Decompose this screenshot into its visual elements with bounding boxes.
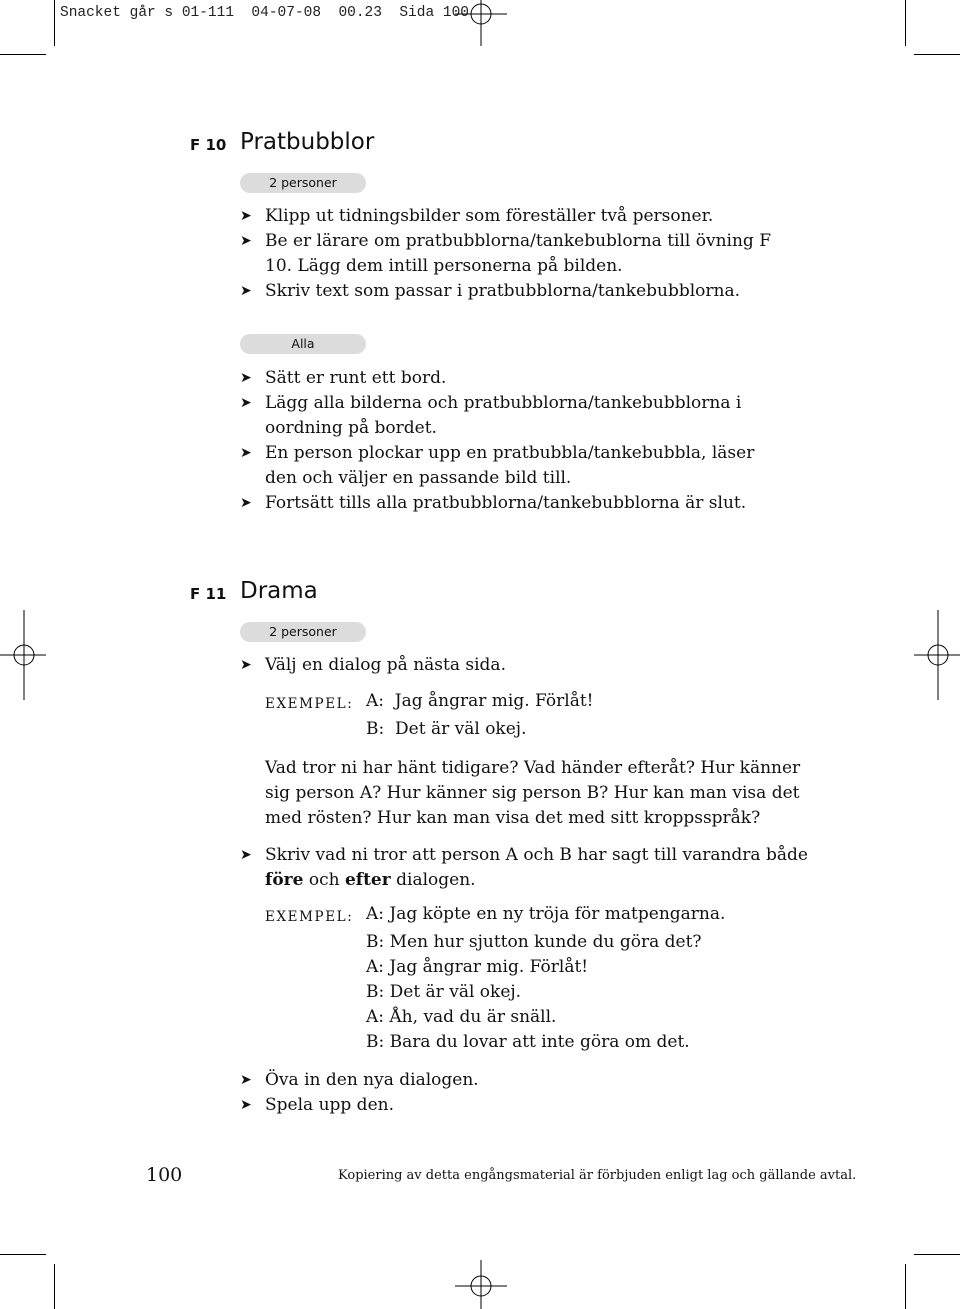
dialog-line: A: Jag köpte en ny tröja för matpengarna. — [366, 904, 726, 924]
dialog-line: A: Jag ångrar mig. Förlåt! — [366, 691, 594, 711]
group-badge: Alla — [240, 334, 366, 354]
arrowhead-icon: ➤ — [240, 657, 252, 673]
emphasis: efter — [344, 870, 391, 890]
arrowhead-icon: ➤ — [240, 1097, 252, 1113]
dialog-line: B: Bara du lovar att inte göra om det. — [366, 1032, 690, 1052]
example-label: EXEMPEL: — [265, 696, 354, 712]
section-code: F 11 — [190, 585, 227, 603]
copyright-note: Kopiering av detta engångsmaterial är förbjuden enligt lag och gällande avtal. — [338, 1168, 857, 1183]
arrowhead-icon: ➤ — [240, 370, 252, 386]
arrowhead-icon: ➤ — [240, 283, 252, 299]
section-title: Pratbubblor — [240, 129, 375, 155]
instruction-list — [240, 204, 840, 304]
arrowhead-icon: ➤ — [240, 208, 252, 224]
list-item: ➤ Öva in den nya dialogen. — [240, 1068, 840, 1093]
page-number: 100 — [146, 1164, 183, 1186]
slug-line: Snacket går s 01-111 04-07-08 00.23 Sida 100 — [60, 5, 469, 21]
section-title: Drama — [240, 578, 318, 604]
list-item: ➤ Klipp ut tidningsbilder som föreställer två personer. — [240, 204, 840, 229]
crosshair-icon — [455, 1260, 507, 1309]
dialog-line: B: Men hur sjutton kunde du göra det? — [366, 932, 702, 952]
instruction-list — [240, 1068, 840, 1118]
arrowhead-icon: ➤ — [240, 445, 252, 461]
arrowhead-icon: ➤ — [240, 233, 252, 249]
crosshair-icon — [0, 610, 46, 700]
list-item: ➤ Spela upp den. — [240, 1093, 840, 1118]
list-item: ➤ Skriv text som passar i pratbubblorna/tankebubblorna. — [240, 279, 840, 304]
instruction-list — [240, 653, 840, 678]
arrowhead-icon: ➤ — [240, 495, 252, 511]
arrowhead-icon: ➤ — [240, 1072, 252, 1088]
list-item: ➤ Skriv vad ni tror att person A och B har sagt till varandra både före och efter dialogen. — [240, 845, 808, 890]
emphasis: före — [265, 870, 304, 890]
list-item: ➤ En person plockar upp en pratbubbla/tankebubbla, läser den och väljer en passande bild till. — [240, 443, 755, 488]
section-code: F 10 — [190, 136, 227, 154]
dialog-line: A: Jag ångrar mig. Förlåt! — [366, 957, 589, 977]
example-label: EXEMPEL: — [265, 909, 354, 925]
group-badge: 2 personer — [240, 622, 366, 642]
question-paragraph: Vad tror ni har hänt tidigare? Vad händer efteråt? Hur känner sig person A? Hur känner sig person B? Hur kan man visa det med rösten? Hur kan man visa det med sitt kroppsspråk? — [265, 758, 801, 828]
crosshair-icon — [914, 610, 960, 700]
list-item: ➤ Be er lärare om pratbubblorna/tankebublorna till övning F 10. Lägg dem intill personerna på bilden. — [240, 231, 771, 276]
group-badge: 2 personer — [240, 173, 366, 193]
dialog-line: A: Åh, vad du är snäll. — [366, 1007, 557, 1027]
list-item: ➤ Fortsätt tills alla pratbubblorna/tankebubblorna är slut. — [240, 491, 785, 516]
list-item: ➤ Sätt er runt ett bord. — [240, 366, 785, 391]
crosshair-icon — [455, 0, 507, 46]
instruction-list — [240, 366, 785, 516]
arrowhead-icon: ➤ — [240, 395, 252, 411]
dialog-line: B: Det är väl okej. — [366, 719, 527, 739]
instruction-list — [240, 843, 820, 893]
list-item: ➤ Lägg alla bilderna och pratbubblorna/tankebubblorna i oordning på bordet. — [240, 393, 742, 438]
dialog-line: B: Det är väl okej. — [366, 982, 522, 1002]
list-item: ➤ Välj en dialog på nästa sida. — [240, 653, 840, 678]
arrowhead-icon: ➤ — [240, 847, 252, 863]
